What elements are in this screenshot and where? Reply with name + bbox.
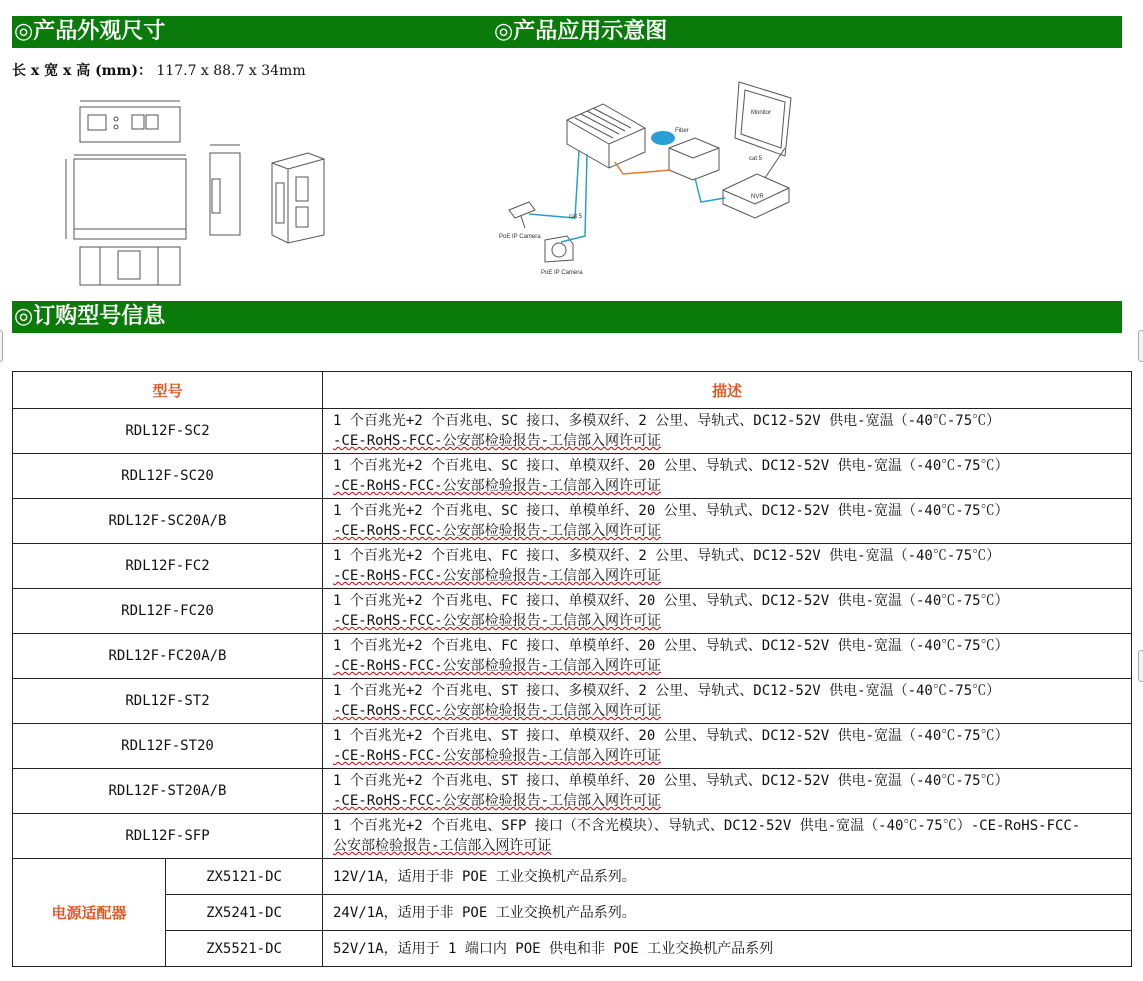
- desc-line-1: 1 个百兆光+2 个百兆电、ST 接口、单模双纤、20 公里、导轨式、DC12-52V 供电-宽温（-40℃-75℃）: [333, 728, 1009, 744]
- diagram-label-nvr: NVR: [751, 194, 764, 200]
- cert-text: -CE-RoHS-FCC-公安部检验报告-工信部入网许可证: [333, 703, 662, 719]
- desc-line-1: 1 个百兆光+2 个百兆电、ST 接口、多模双纤、2 公里、导轨式、DC12-52V 供电-宽温（-40℃-75℃）: [333, 683, 1001, 699]
- table-row: [13, 634, 1132, 679]
- cert-text: -CE-RoHS-FCC-公安部检验报告-工信部入网许可证: [333, 658, 662, 674]
- dimension-drawing: [60, 95, 360, 290]
- right-scroll-handle[interactable]: [1138, 330, 1143, 362]
- desc-line-2: [333, 566, 1121, 586]
- diagram-label-cat5-1: cat 5: [569, 214, 583, 220]
- desc-line-2: [333, 701, 1121, 721]
- model-cell: RDL12F-ST20: [13, 724, 323, 769]
- desc-line-2: [333, 656, 1121, 676]
- desc-cell: [323, 544, 1132, 589]
- cert-text: -CE-RoHS-FCC-公安部检验报告-工信部入网许可证: [333, 478, 662, 494]
- cloud-icon: [651, 131, 675, 145]
- desc-line-2: [333, 791, 1121, 811]
- desc-line-1: 1 个百兆光+2 个百兆电、SC 接口、多模双纤、2 公里、导轨式、DC12-52V 供电-宽温（-40℃-75℃）: [333, 413, 1001, 429]
- power-row: [13, 895, 1132, 931]
- model-cell: RDL12F-ST2: [13, 679, 323, 724]
- ordering-table: [12, 371, 1132, 967]
- diagram-label-camera-2: PoE IP Camera: [541, 270, 583, 276]
- header-model: 型号: [13, 372, 323, 409]
- desc-cell: [323, 814, 1132, 859]
- desc-cell: [323, 409, 1132, 454]
- desc-line-2: [333, 836, 1121, 856]
- header-desc: 描述: [323, 372, 1132, 409]
- desc-line-1: 1 个百兆光+2 个百兆电、FC 接口、多模双纤、2 公里、导轨式、DC12-52V 供电-宽温（-40℃-75℃）: [333, 548, 1001, 564]
- left-scroll-handle[interactable]: [0, 330, 3, 362]
- desc-line-2: [333, 611, 1121, 631]
- desc-line-1: 1 个百兆光+2 个百兆电、SC 接口、单模双纤、20 公里、导轨式、DC12-52V 供电-宽温（-40℃-75℃）: [333, 458, 1009, 474]
- power-model-cell: ZX5241-DC: [166, 895, 323, 931]
- desc-line-1: 1 个百兆光+2 个百兆电、ST 接口、单模单纤、20 公里、导轨式、DC12-52V 供电-宽温（-40℃-75℃）: [333, 773, 1009, 789]
- dimensions-text: [12, 60, 306, 80]
- power-row: [13, 931, 1132, 967]
- desc-line-2: [333, 476, 1121, 496]
- model-cell: RDL12F-SC2: [13, 409, 323, 454]
- model-cell: RDL12F-SFP: [13, 814, 323, 859]
- power-row: [13, 859, 1132, 895]
- section-header-ordering: [12, 301, 1122, 333]
- dimensions-value: 117.7 x 88.7 x 34mm: [151, 63, 306, 79]
- table-row: [13, 769, 1132, 814]
- dimensions-label: 长 x 宽 x 高 (mm)：: [12, 63, 152, 79]
- power-desc-cell: 24V/1A，适用于非 POE 工业交换机产品系列。: [323, 895, 1132, 931]
- power-model-cell: ZX5521-DC: [166, 931, 323, 967]
- desc-cell: [323, 634, 1132, 679]
- desc-line-1: 1 个百兆光+2 个百兆电、FC 接口、单模单纤、20 公里、导轨式、DC12-52V 供电-宽温（-40℃-75℃）: [333, 638, 1009, 654]
- desc-line-1: 1 个百兆光+2 个百兆电、SFP 接口（不含光模块）、导轨式、DC12-52V 供电-宽温（-40℃-75℃）-CE-RoHS-FCC-: [333, 818, 1081, 834]
- dimensions-title: ◎产品外观尺寸: [14, 19, 166, 44]
- desc-cell: [323, 499, 1132, 544]
- desc-cell: [323, 769, 1132, 814]
- table-row: [13, 454, 1132, 499]
- power-desc-cell: 12V/1A，适用于非 POE 工业交换机产品系列。: [323, 859, 1132, 895]
- desc-cell: [323, 454, 1132, 499]
- cert-text: -CE-RoHS-FCC-公安部检验报告-工信部入网许可证: [333, 523, 662, 539]
- section-header-dimensions: [12, 16, 1122, 48]
- cert-text: -CE-RoHS-FCC-公安部检验报告-工信部入网许可证: [333, 793, 662, 809]
- diagram-label-cat5-2: cat 5: [749, 156, 763, 162]
- desc-cell: [323, 589, 1132, 634]
- cert-text: -CE-RoHS-FCC-公安部检验报告-工信部入网许可证: [333, 613, 662, 629]
- table-row: [13, 679, 1132, 724]
- model-cell: RDL12F-SC20: [13, 454, 323, 499]
- model-cell: RDL12F-FC20: [13, 589, 323, 634]
- table-row: [13, 544, 1132, 589]
- table-row: [13, 499, 1132, 544]
- model-cell: RDL12F-ST20A/B: [13, 769, 323, 814]
- table-row: [13, 409, 1132, 454]
- application-title: ◎产品应用示意图: [494, 19, 668, 44]
- cert-text: 公安部检验报告-工信部入网许可证: [333, 838, 552, 854]
- desc-line-1: 1 个百兆光+2 个百兆电、FC 接口、单模双纤、20 公里、导轨式、DC12-52V 供电-宽温（-40℃-75℃）: [333, 593, 1009, 609]
- table-row: [13, 814, 1132, 859]
- table-row: [13, 589, 1132, 634]
- cert-text: -CE-RoHS-FCC-公安部检验报告-工信部入网许可证: [333, 433, 662, 449]
- power-desc-cell: 52V/1A，适用于 1 端口内 POE 供电和非 POE 工业交换机产品系列: [323, 931, 1132, 967]
- model-cell: RDL12F-FC2: [13, 544, 323, 589]
- model-cell: RDL12F-SC20A/B: [13, 499, 323, 544]
- cert-text: -CE-RoHS-FCC-公安部检验报告-工信部入网许可证: [333, 748, 662, 764]
- diagram-label-fiber: Fiber: [675, 128, 689, 134]
- desc-line-2: [333, 746, 1121, 766]
- model-cell: RDL12F-FC20A/B: [13, 634, 323, 679]
- power-model-cell: ZX5121-DC: [166, 859, 323, 895]
- desc-cell: [323, 679, 1132, 724]
- table-row: [13, 724, 1132, 769]
- desc-cell: [323, 724, 1132, 769]
- cert-text: -CE-RoHS-FCC-公安部检验报告-工信部入网许可证: [333, 568, 662, 584]
- desc-line-1: 1 个百兆光+2 个百兆电、SC 接口、单模单纤、20 公里、导轨式、DC12-52V 供电-宽温（-40℃-75℃）: [333, 503, 1009, 519]
- ordering-title: ◎订购型号信息: [14, 304, 166, 329]
- table-header-row: [13, 372, 1132, 409]
- diagram-label-camera-1: PoE IP Camera: [499, 234, 541, 240]
- desc-line-2: [333, 431, 1121, 451]
- right-scroll-handle-lower[interactable]: [1138, 650, 1143, 682]
- diagram-label-monitor: Monitor: [751, 110, 772, 116]
- desc-line-2: [333, 521, 1121, 541]
- power-adapter-label: 电源适配器: [13, 859, 166, 967]
- application-diagram: [495, 78, 815, 283]
